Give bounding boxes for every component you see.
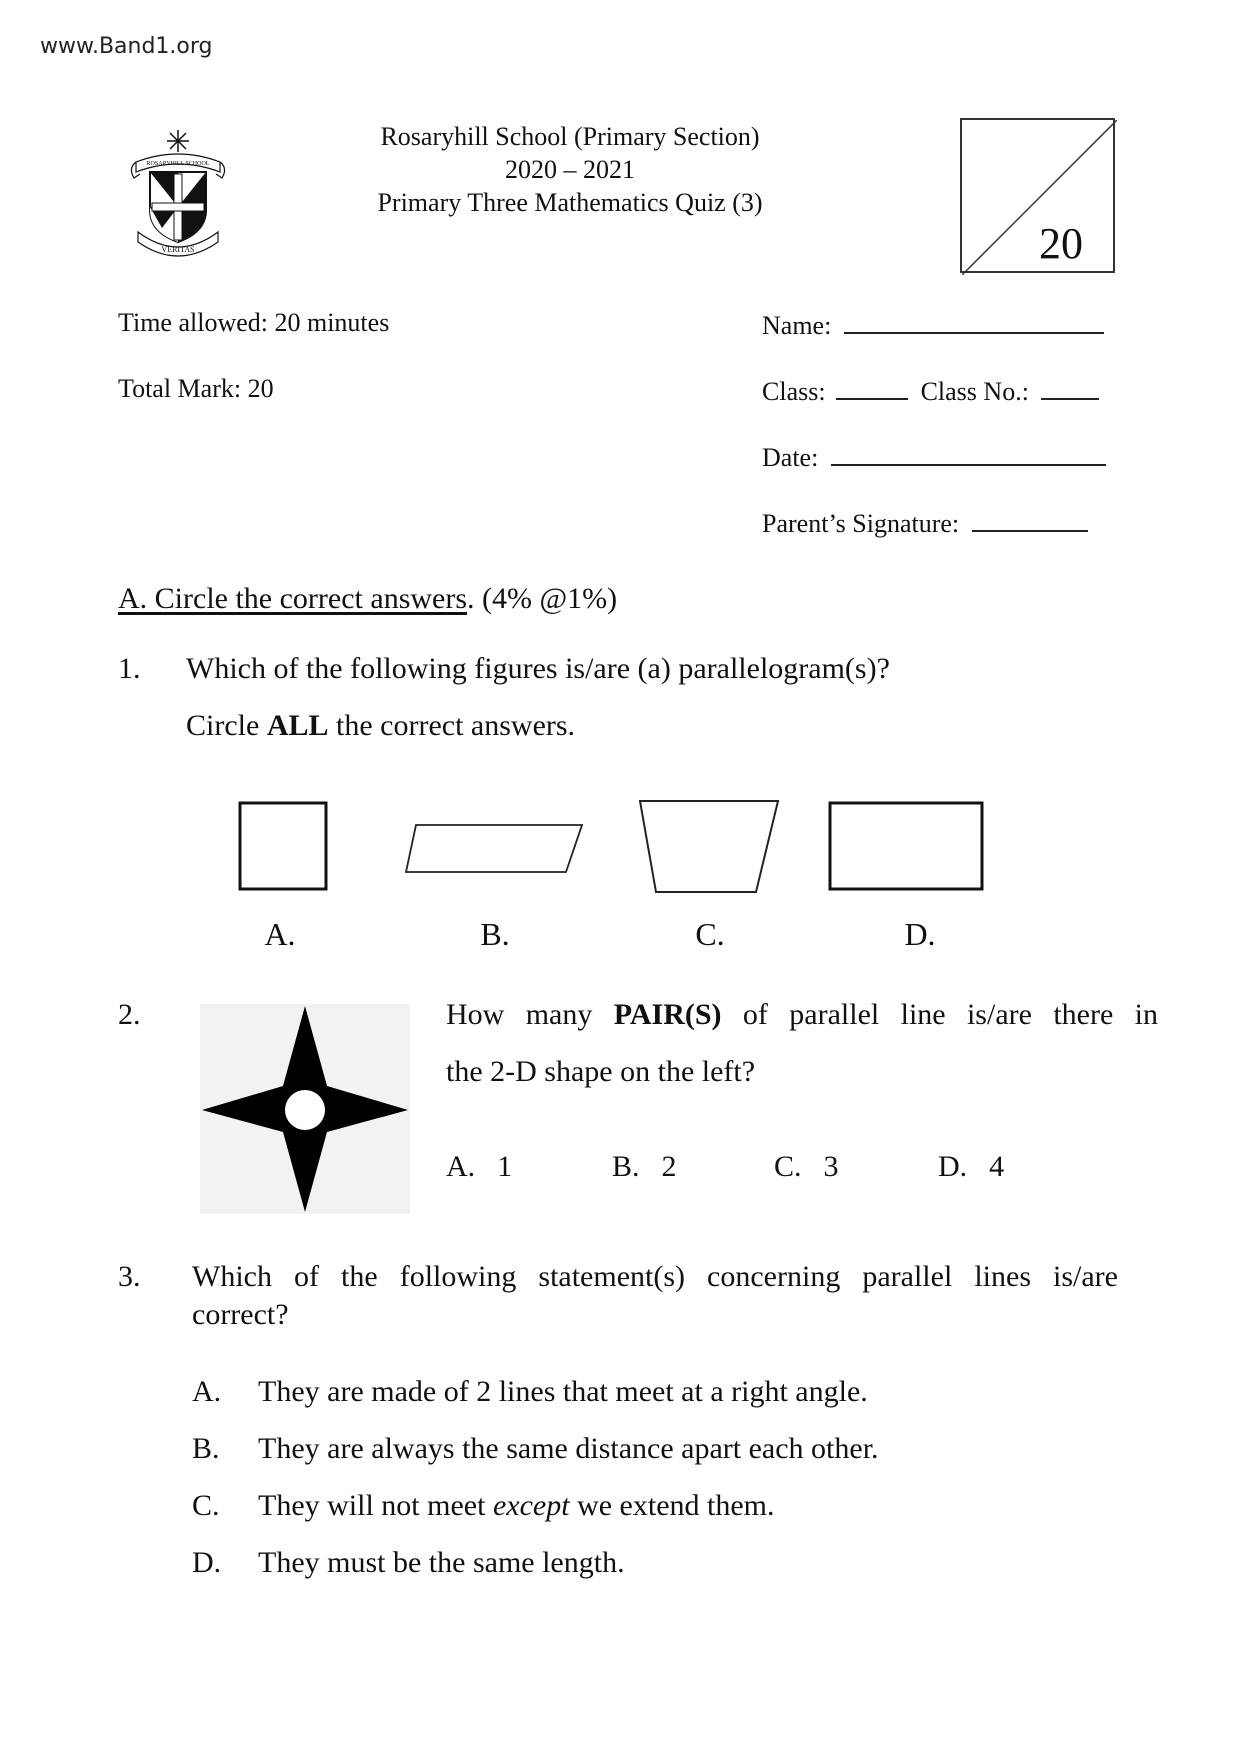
- class-field[interactable]: [836, 374, 908, 400]
- q2-option-b-letter: B.: [612, 1150, 640, 1183]
- q3-option-a[interactable]: [192, 1375, 868, 1409]
- q1-figures: [200, 790, 1020, 900]
- q2-text-bold: PAIR(S): [613, 998, 722, 1031]
- q2-option-d-value: 4: [989, 1150, 1005, 1183]
- q1-instruction-post: the correct answers.: [328, 709, 576, 742]
- q3-option-c-text-post: we extend them.: [569, 1489, 775, 1522]
- figure-b-label: B.: [480, 916, 510, 952]
- name-label: Name:: [762, 311, 832, 340]
- figure-a-rectangle[interactable]: [240, 803, 326, 889]
- q3-option-c-text-italic: except: [492, 1489, 570, 1522]
- q2-option-a-letter: A.: [446, 1150, 476, 1183]
- q2-option-d-letter: D.: [938, 1150, 968, 1183]
- q2-option-c[interactable]: [774, 1150, 839, 1184]
- q3-text-line1: Which of the following statement(s) concerning parallel lines is/are: [192, 1260, 1118, 1293]
- q2-text-post: of parallel line is/are there in: [721, 998, 1158, 1031]
- class-row: [762, 374, 1122, 407]
- figure-c-label: C.: [695, 916, 725, 952]
- figure-a-label: A.: [264, 916, 296, 952]
- q2-text-line2: the 2-D shape on the left?: [446, 1055, 756, 1088]
- figure-c-trapezium[interactable]: [640, 801, 778, 892]
- q1-number: 1.: [118, 652, 141, 685]
- quiz-title: Primary Three Mathematics Quiz (3): [377, 188, 763, 217]
- q3-option-c-text-pre: They will not meet: [258, 1489, 493, 1522]
- score-box: [960, 118, 1115, 273]
- q3-option-d[interactable]: [192, 1546, 625, 1580]
- q1-instruction-bold: ALL: [266, 709, 329, 742]
- q2-number: 2.: [118, 998, 141, 1031]
- signature-field[interactable]: [972, 506, 1088, 532]
- q3-option-d-letter: D.: [192, 1546, 222, 1579]
- q2-option-b[interactable]: [612, 1150, 677, 1184]
- logo-motto-text: VERITAS: [161, 245, 195, 254]
- total-mark: Total Mark: 20: [118, 374, 274, 403]
- q1-instruction-pre: Circle: [186, 709, 267, 742]
- q3-option-b-text: They are always the same distance apart each other.: [258, 1432, 879, 1465]
- q3-option-b[interactable]: [192, 1432, 879, 1466]
- school-name: Rosaryhill School (Primary Section): [380, 122, 760, 151]
- q2-option-b-value: 2: [661, 1150, 677, 1183]
- q3-option-d-text: They must be the same length.: [258, 1546, 625, 1579]
- date-field[interactable]: [831, 440, 1106, 466]
- school-year: 2020 – 2021: [505, 155, 635, 184]
- q1-text: Which of the following figures is/are (a) parallelogram(s)?: [186, 652, 890, 685]
- q3-option-a-letter: A.: [192, 1375, 222, 1408]
- figure-b-parallelogram[interactable]: [406, 825, 582, 872]
- name-row: [762, 308, 1112, 341]
- score-total: 20: [1039, 219, 1083, 268]
- name-field[interactable]: [844, 308, 1104, 334]
- date-row: [762, 440, 1122, 473]
- section-a-marks: . (4% @1%): [467, 582, 618, 615]
- section-a-heading: [118, 582, 617, 616]
- q3-text-line2: correct?: [192, 1298, 289, 1331]
- watermark-text: www.Band1.org: [40, 34, 213, 59]
- q3-option-a-text: They are made of 2 lines that meet at a right angle.: [258, 1375, 868, 1408]
- logo-banner-text: ROSARYHILL SCHOOL: [146, 161, 210, 167]
- q2-option-a[interactable]: [446, 1150, 512, 1184]
- section-a-title: A. Circle the correct answers: [118, 582, 468, 615]
- q2-option-d[interactable]: [938, 1150, 1004, 1184]
- q2-option-a-value: 1: [497, 1150, 513, 1183]
- figure-d-label: D.: [904, 916, 936, 952]
- class-no-field[interactable]: [1041, 374, 1099, 400]
- q2-option-c-letter: C.: [774, 1150, 802, 1183]
- class-label: Class:: [762, 377, 826, 406]
- q3-option-b-letter: B.: [192, 1432, 220, 1465]
- quiz-header: [360, 120, 780, 219]
- q2-option-c-value: 3: [823, 1150, 839, 1183]
- four-pointed-star-icon: [200, 1004, 410, 1214]
- q2-text-pre: How many: [446, 998, 614, 1031]
- figure-d-rectangle[interactable]: [830, 803, 982, 889]
- q3-number: 3.: [118, 1260, 141, 1293]
- class-no-label: Class No.:: [920, 377, 1029, 406]
- school-crest-logo: [128, 128, 228, 258]
- signature-row: [762, 506, 1122, 539]
- q3-option-c-letter: C.: [192, 1489, 220, 1522]
- time-allowed: Time allowed: 20 minutes: [118, 308, 390, 337]
- q2-figure: [200, 1004, 410, 1214]
- q1-instruction: [186, 709, 575, 743]
- q3-option-c[interactable]: [192, 1489, 775, 1523]
- q2-text-line1: [446, 998, 1158, 1032]
- date-label: Date:: [762, 443, 819, 472]
- signature-label: Parent’s Signature:: [762, 509, 960, 538]
